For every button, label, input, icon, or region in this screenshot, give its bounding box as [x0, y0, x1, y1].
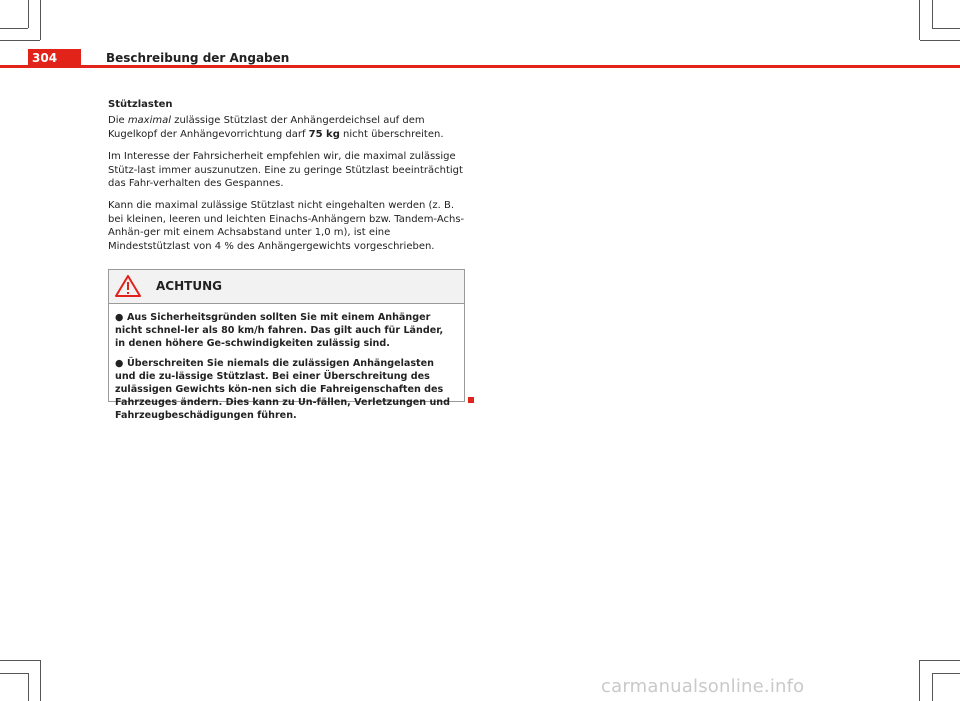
paragraph-1: Die maximal zulässige Stützlast der Anhängerdeichsel auf dem Kugelkopf der Anhängevorrichtung darf 75 kg nicht überschreiten.	[108, 115, 444, 140]
crop-mark	[0, 660, 40, 661]
warning-title: ACHTUNG	[156, 279, 222, 293]
paragraph-3: Kann die maximal zulässige Stützlast nicht eingehalten werden (z. B. bei kleinen, leeren und leichten Einachs-Anhängern bzw. Tandem-Achs-Anhän-ger mit einem Achsabstand unter 1,0 m), ist eine Mindeststützlast von 4 % des Anhängergewichts vorgeschrieben.	[108, 200, 465, 252]
crop-mark	[920, 40, 960, 41]
watermark: carmanualsonline.info	[601, 676, 805, 697]
emphasis-text: maximal	[127, 115, 172, 127]
crop-mark	[28, 0, 29, 28]
crop-mark	[40, 0, 41, 40]
crop-mark	[28, 673, 29, 701]
crop-mark	[0, 28, 28, 29]
warning-triangle-icon	[115, 275, 141, 297]
crop-mark	[932, 673, 960, 674]
section-title: Beschreibung der Angaben	[106, 51, 290, 65]
subheading: Stützlasten	[108, 99, 173, 110]
crop-mark	[40, 660, 41, 701]
crop-mark	[919, 660, 920, 701]
paragraph-2: Im Interesse der Fahrsicherheit empfehlen wir, die maximal zulässige Stütz-last immer auszunutzen. Eine zu geringe Stützlast beeinträchtigt das Fahr-verhalten des Gespannes.	[108, 151, 463, 190]
section-end-marker	[468, 397, 474, 403]
warning-box	[108, 269, 465, 422]
warning-body	[109, 304, 464, 423]
warning-item: ● Überschreiten Sie niemals die zulässigen Anhängelasten und die zu-lässige Stützlast. Bei einer Überschreitung des zulässigen Gewichts kön-nen sich die Fahreigenschaften des Fahrzeuges ändern. Dies kann zu Un-fällen, Verletzungen und Fahrzeugbeschädigungen führen.	[115, 357, 450, 422]
page-number: 304	[28, 49, 81, 68]
crop-mark	[932, 0, 933, 28]
warning-item: ● Aus Sicherheitsgründen sollten Sie mit einem Anhänger nicht schnel-ler als 80 km/h fahren. Das gilt auch für Länder, in denen höhere Ge-schwindigkeiten zulässig sind.	[115, 312, 444, 350]
crop-mark	[0, 40, 40, 41]
weight-value: 75 kg	[308, 128, 340, 140]
crop-mark	[0, 673, 28, 674]
crop-mark	[932, 28, 960, 29]
main-content	[108, 98, 468, 262]
bullet-icon: ●	[115, 312, 124, 323]
crop-mark	[920, 660, 960, 661]
warning-header	[109, 270, 464, 304]
crop-mark	[919, 0, 920, 40]
bullet-icon: ●	[115, 357, 124, 369]
crop-mark	[932, 673, 933, 701]
